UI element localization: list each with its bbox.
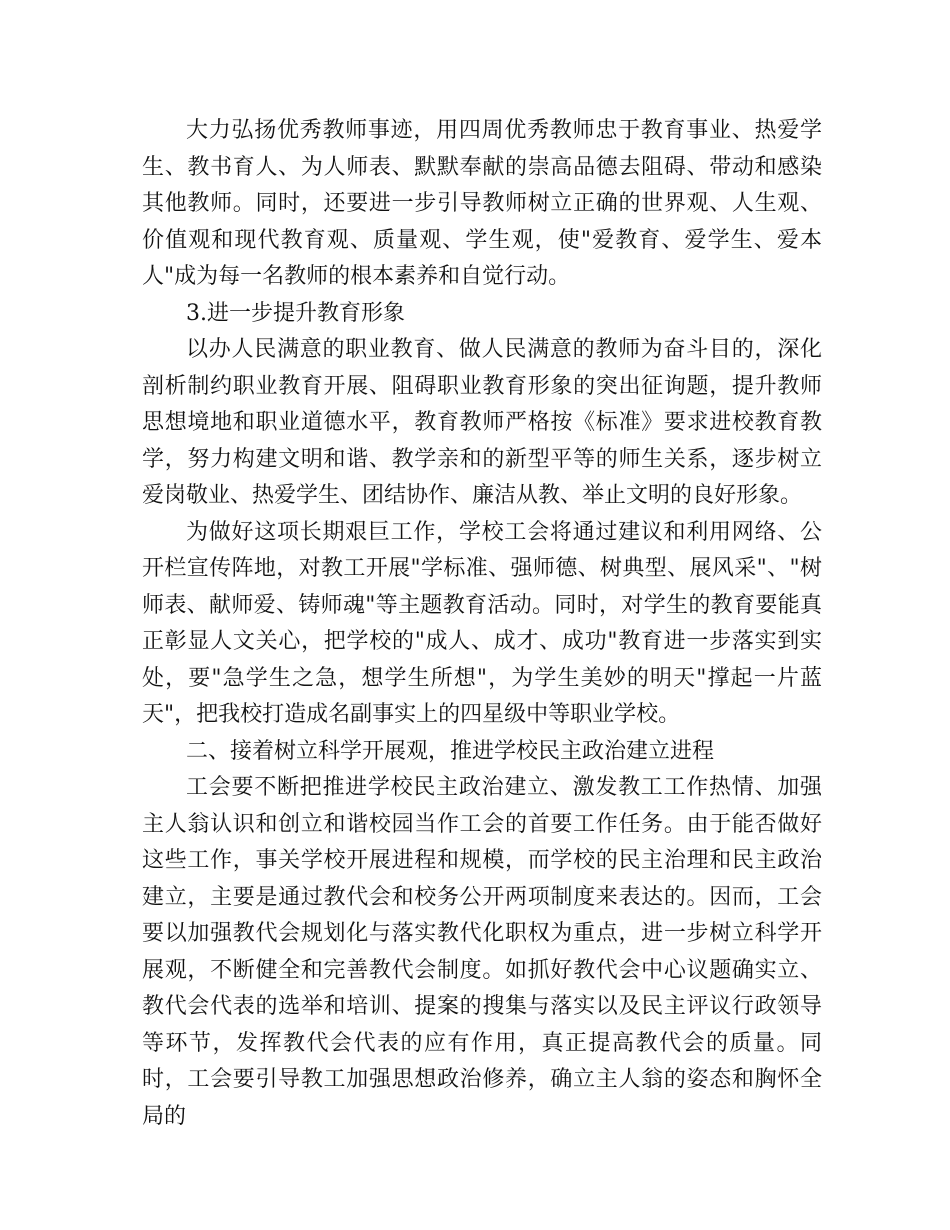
paragraph-education-image: 以办人民满意的职业教育、做人民满意的教师为奋斗目的，深化剖析制约职业教育开展、阻碍职业教育形象的突出征询题，提升教师思想境地和职业道德水平，教育教师严格按《标准》要求进校教育教学，努力构建文明和谐、教学亲和的新型平等的师生关系，逐步树立爱岗敬业、热爱学生、团结协作、廉洁从教、举止文明的良好形象。	[142, 337, 822, 508]
section-heading-education-image: 3.进一步提升教育形象	[186, 300, 405, 326]
document-body	[142, 113, 822, 1135]
section-heading-democratic-politics: 二、接着树立科学开展观，推进学校民主政治建立进程	[186, 738, 715, 764]
paragraph-teacher-examples: 大力弘扬优秀教师事迹，用四周优秀教师忠于教育事业、热爱学生、教书育人、为人师表、默默奉献的崇高品德去阻碍、带动和感染其他教师。同时，还要进一步引导教师树立正确的世界观、人生观、价值观和现代教育观、质量观、学生观，使"爱教育、爱学生、爱本人"成为每一名教师的根本素养和自觉行动。	[142, 118, 822, 289]
paragraph-union-activities: 为做好这项长期艰巨工作，学校工会将通过建议和利用网络、公开栏宣传阵地，对教工开展"学标准、强师德、树典型、展风采"、"树师表、献师爱、铸师魂"等主题教育活动。同时，对学生的教育要能真正彰显人文关心，把学校的"成人、成才、成功"教育进一步落实到实处，要"急学生之急，想学生所想"，为学生美妙的明天"撑起一片蓝天"，把我校打造成名副事实上的四星级中等职业学校。	[142, 519, 822, 727]
paragraph-democratic-politics: 工会要不断把推进学校民主政治建立、激发教工工作热情、加强主人翁认识和创立和谐校园当作工会的首要工作任务。由于能否做好这些工作，事关学校开展进程和规模，而学校的民主治理和民主政治建立，主要是通过教代会和校务公开两项制度来表达的。因而，工会要以加强教代会规划化与落实教代化职权为重点，进一步树立科学开展观，不断健全和完善教代会制度。如抓好教代会中心议题确实立、教代会代表的选举和培训、提案的搜集与落实以及民主评议行政领导等环节，发挥教代会代表的应有作用，真正提高教代会的质量。同时，工会要引导教工加强思想政治修养，确立主人翁的姿态和胸怀全局的	[142, 775, 822, 1129]
